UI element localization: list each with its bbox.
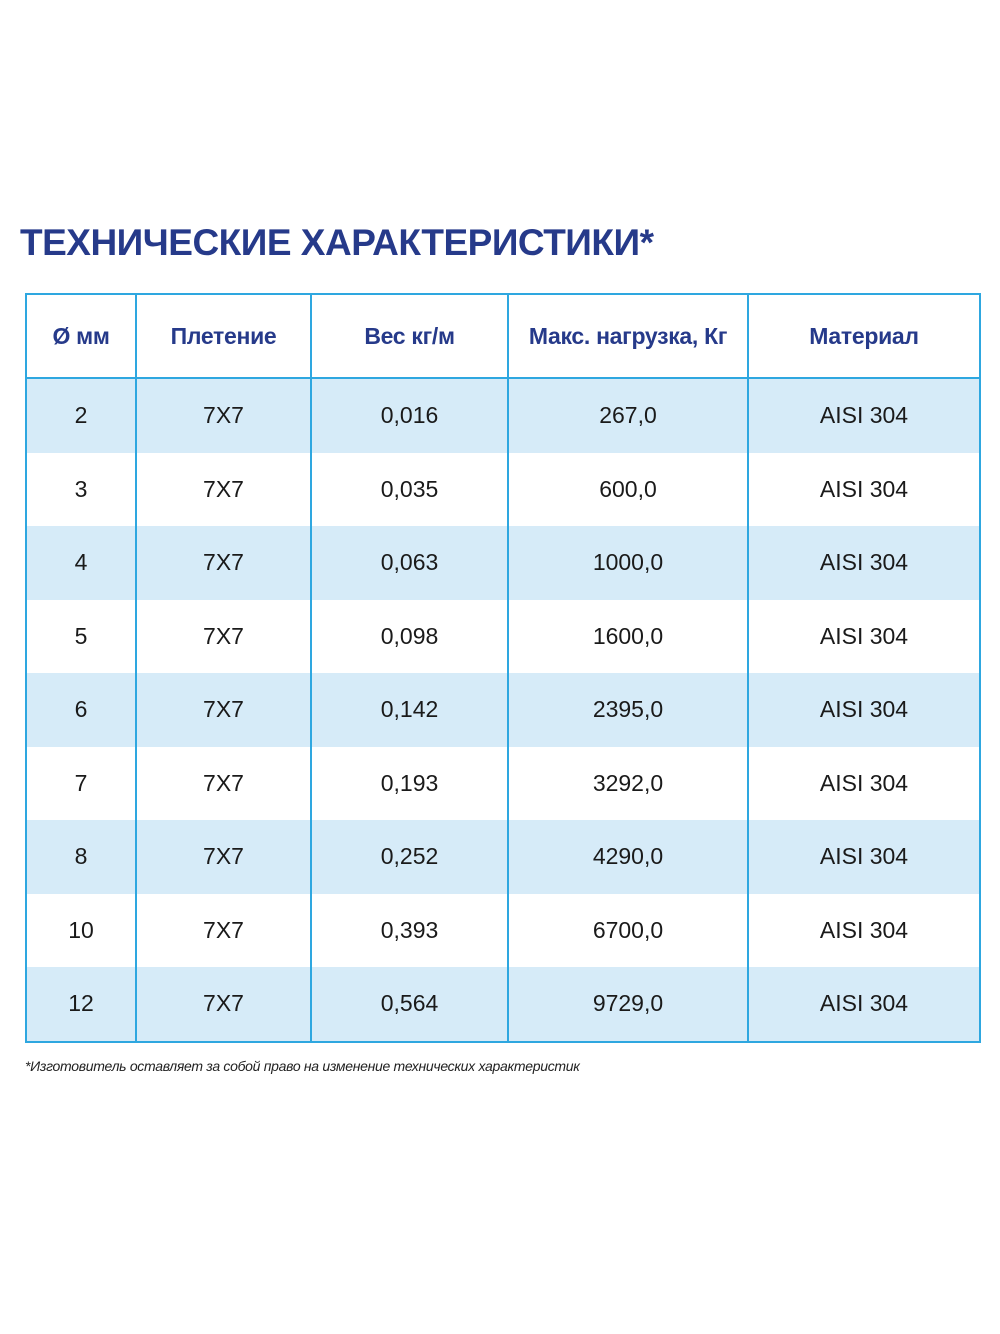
cell-material: AISI 304 bbox=[748, 820, 980, 894]
cell-diameter: 2 bbox=[26, 378, 136, 453]
cell-max-load: 9729,0 bbox=[508, 967, 748, 1042]
cell-weave: 7X7 bbox=[136, 526, 311, 600]
cell-weight: 0,063 bbox=[311, 526, 508, 600]
cell-material: AISI 304 bbox=[748, 526, 980, 600]
page-title: ТЕХНИЧЕСКИЕ ХАРАКТЕРИСТИКИ* bbox=[20, 222, 654, 263]
header-material: Материал bbox=[748, 294, 980, 378]
table-row bbox=[26, 967, 980, 1042]
table-row bbox=[26, 820, 980, 894]
table-row bbox=[26, 378, 980, 453]
cell-weave: 7X7 bbox=[136, 967, 311, 1042]
header-weight: Вес кг/м bbox=[311, 294, 508, 378]
cell-diameter: 4 bbox=[26, 526, 136, 600]
cell-weight: 0,098 bbox=[311, 600, 508, 674]
cell-max-load: 600,0 bbox=[508, 453, 748, 527]
table-row bbox=[26, 673, 980, 747]
cell-diameter: 5 bbox=[26, 600, 136, 674]
header-diameter: Ø мм bbox=[26, 294, 136, 378]
cell-max-load: 3292,0 bbox=[508, 747, 748, 821]
cell-weight: 0,252 bbox=[311, 820, 508, 894]
table-row bbox=[26, 747, 980, 821]
cell-weave: 7X7 bbox=[136, 453, 311, 527]
table-row bbox=[26, 453, 980, 527]
table-row bbox=[26, 600, 980, 674]
cell-max-load: 2395,0 bbox=[508, 673, 748, 747]
cell-weight: 0,193 bbox=[311, 747, 508, 821]
cell-max-load: 1000,0 bbox=[508, 526, 748, 600]
header-max-load: Макс. нагрузка, Кг bbox=[508, 294, 748, 378]
cell-diameter: 12 bbox=[26, 967, 136, 1042]
cell-material: AISI 304 bbox=[748, 894, 980, 968]
cell-weave: 7X7 bbox=[136, 820, 311, 894]
cell-weight: 0,142 bbox=[311, 673, 508, 747]
cell-weight: 0,393 bbox=[311, 894, 508, 968]
table-header-row bbox=[26, 294, 980, 378]
cell-max-load: 6700,0 bbox=[508, 894, 748, 968]
cell-diameter: 8 bbox=[26, 820, 136, 894]
table-row bbox=[26, 894, 980, 968]
table-row bbox=[26, 526, 980, 600]
header-weave: Плетение bbox=[136, 294, 311, 378]
cell-weight: 0,564 bbox=[311, 967, 508, 1042]
cell-material: AISI 304 bbox=[748, 673, 980, 747]
cell-material: AISI 304 bbox=[748, 378, 980, 453]
cell-weave: 7X7 bbox=[136, 600, 311, 674]
cell-material: AISI 304 bbox=[748, 600, 980, 674]
cell-max-load: 267,0 bbox=[508, 378, 748, 453]
cell-weave: 7X7 bbox=[136, 747, 311, 821]
cell-material: AISI 304 bbox=[748, 747, 980, 821]
cell-diameter: 7 bbox=[26, 747, 136, 821]
cell-material: AISI 304 bbox=[748, 453, 980, 527]
cell-diameter: 6 bbox=[26, 673, 136, 747]
footnote: *Изготовитель оставляет за собой право на изменение технических характеристик bbox=[25, 1058, 580, 1074]
cell-max-load: 4290,0 bbox=[508, 820, 748, 894]
cell-weave: 7X7 bbox=[136, 673, 311, 747]
cell-diameter: 3 bbox=[26, 453, 136, 527]
cell-max-load: 1600,0 bbox=[508, 600, 748, 674]
cell-weight: 0,016 bbox=[311, 378, 508, 453]
cell-weave: 7X7 bbox=[136, 894, 311, 968]
cell-weave: 7X7 bbox=[136, 378, 311, 453]
cell-weight: 0,035 bbox=[311, 453, 508, 527]
cell-diameter: 10 bbox=[26, 894, 136, 968]
cell-material: AISI 304 bbox=[748, 967, 980, 1042]
spec-table bbox=[25, 293, 981, 1043]
